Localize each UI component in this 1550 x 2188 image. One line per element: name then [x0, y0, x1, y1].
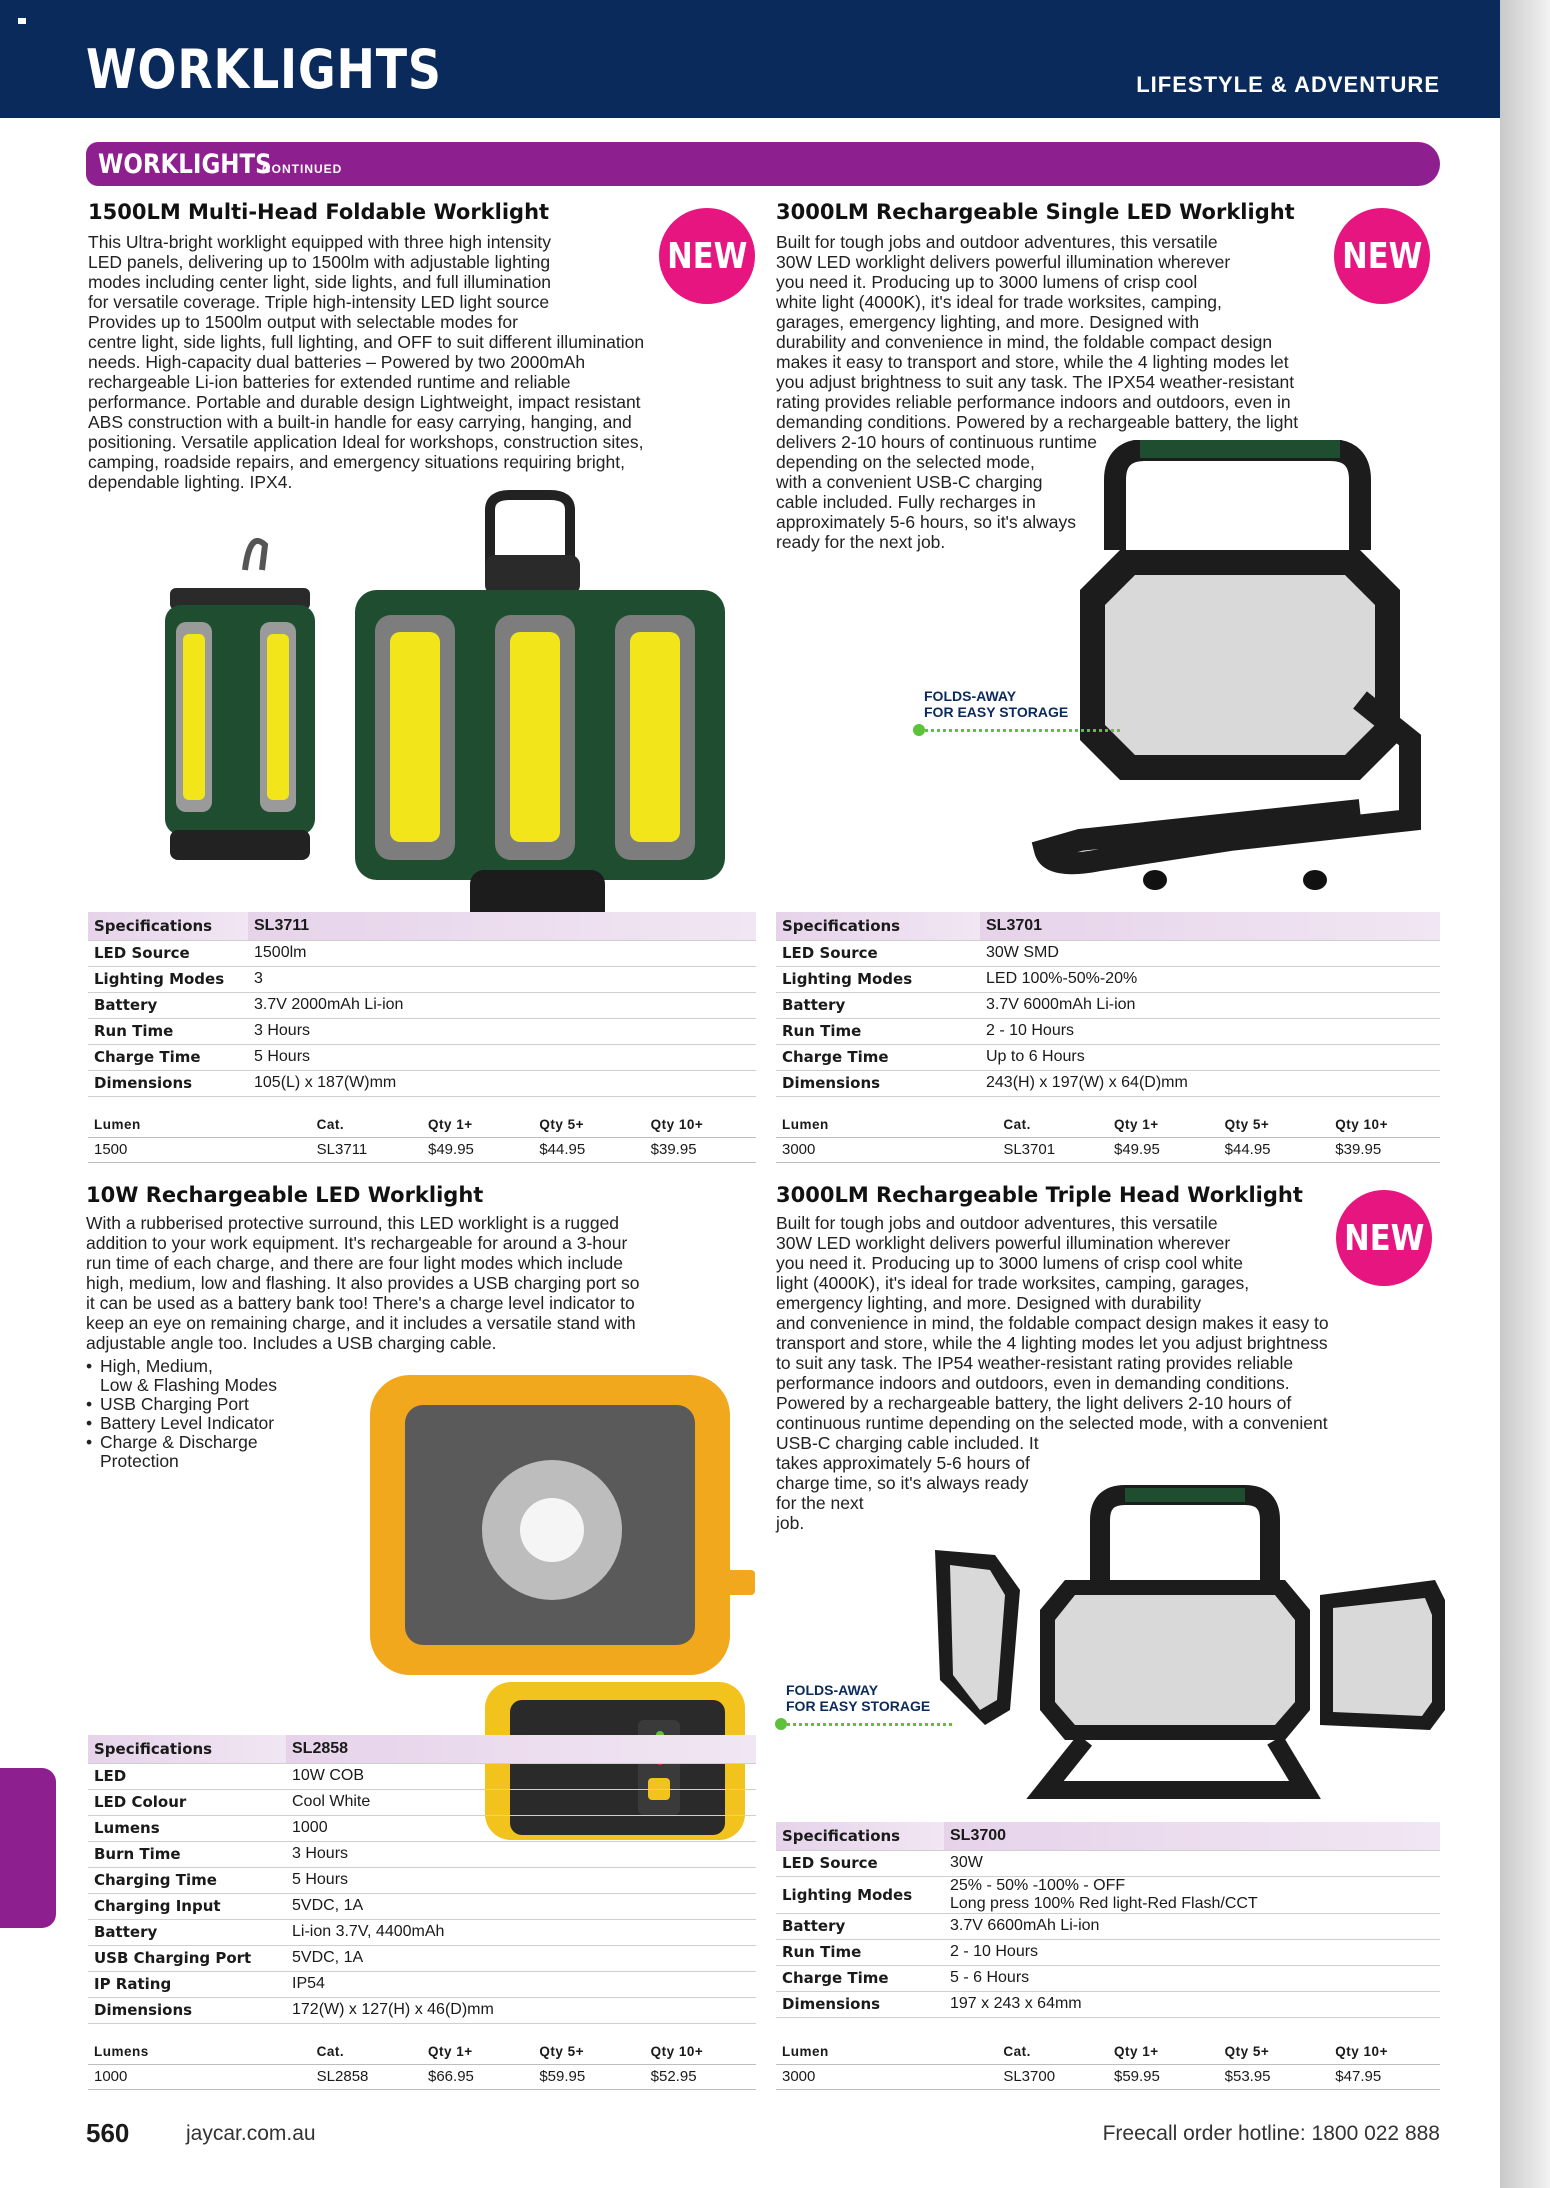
spec-value: 243(H) x 197(W) x 64(D)mm — [980, 1070, 1440, 1096]
spec-key: Dimensions — [776, 1070, 980, 1096]
price-cell: Cat. — [1003, 2043, 1031, 2059]
description-line: white light (4000K), it's ideal for trade worksites, camping, — [776, 292, 1222, 312]
triple-head-light-graphic — [935, 1488, 1445, 1790]
description-line: positioning. Versatile application Ideal for workshops, construction sites, — [88, 432, 644, 452]
spec-key: Charging Input — [88, 1893, 286, 1919]
spec-row — [776, 1850, 1440, 1876]
side-tab — [0, 1768, 56, 1928]
price-cell: $59.95 — [1108, 2064, 1219, 2089]
price-row — [88, 2064, 756, 2089]
spec-key: Run Time — [776, 1939, 944, 1965]
price-cell: SL3711 — [311, 1137, 422, 1162]
description-line: Powered by a rechargeable battery, the light delivers 2-10 hours of — [776, 1393, 1292, 1413]
description-line: cable included. Fully recharges in — [776, 492, 1036, 512]
spec-value: 1000 — [286, 1815, 756, 1841]
spec-value: Up to 6 Hours — [980, 1044, 1440, 1070]
spec-row — [776, 1018, 1440, 1044]
description-line: with a convenient USB-C charging — [776, 472, 1043, 492]
price-header — [88, 1112, 756, 1137]
price-cell: Qty 1+ — [1113, 1116, 1159, 1132]
description-line: charge time, so it's always ready — [776, 1473, 1029, 1493]
price-table — [776, 2039, 1440, 2090]
feature-bullet — [86, 1414, 277, 1433]
spec-row — [88, 1893, 756, 1919]
spec-key: Lighting Modes — [776, 966, 980, 992]
new-badge — [1334, 208, 1430, 304]
spec-value: 5VDC, 1A — [286, 1893, 756, 1919]
description-line: rechargeable Li-ion batteries for extended runtime and reliable — [88, 372, 571, 392]
price-row — [776, 2064, 1440, 2089]
spec-row — [88, 940, 756, 966]
spec-row — [88, 1070, 756, 1096]
front-view-graphic — [370, 1375, 755, 1675]
spec-header-cat: SL3700 — [944, 1822, 1440, 1850]
spec-row — [88, 1867, 756, 1893]
badge-label: NEW — [666, 235, 748, 277]
spec-row — [776, 1876, 1440, 1913]
spec-header-cat: SL3711 — [248, 912, 756, 940]
spec-header-label: Specifications — [88, 1735, 286, 1763]
price-cell: Lumen — [94, 1116, 141, 1132]
banner-subtitle: CONTINUED — [262, 162, 343, 176]
spec-key: LED Source — [776, 1850, 944, 1876]
spec-value: 3 — [248, 966, 756, 992]
price-cell: Qty 5+ — [539, 2043, 584, 2059]
price-cell: $49.95 — [422, 1137, 533, 1162]
spec-value: 5VDC, 1A — [286, 1945, 756, 1971]
spec-key: Dimensions — [88, 1070, 248, 1096]
feature-bullet-line: Protection — [100, 1451, 179, 1471]
spec-key: IP Rating — [88, 1971, 286, 1997]
spec-key: Charge Time — [776, 1044, 980, 1070]
spec-value: 2 - 10 Hours — [980, 1018, 1440, 1044]
sl3701-product-image — [1030, 440, 1440, 920]
description-line: Provides up to 1500lm output with selectable modes for — [88, 312, 518, 332]
open-three-head-graphic — [355, 495, 725, 925]
product-title: 1500LM Multi-Head Foldable Worklight — [88, 200, 550, 224]
product-title: 10W Rechargeable LED Worklight — [86, 1183, 484, 1207]
description-line: USB-C charging cable included. It — [776, 1433, 1039, 1453]
spec-value: 5 Hours — [248, 1044, 756, 1070]
product-title: 3000LM Rechargeable Triple Head Worklight — [776, 1183, 1303, 1207]
spec-value: 2 - 10 Hours — [944, 1939, 1440, 1965]
description-line: 30W LED worklight delivers powerful illumination wherever — [776, 252, 1231, 272]
spec-row — [88, 1789, 756, 1815]
feature-bullet-line: • USB Charging Port — [100, 1394, 249, 1414]
price-cell: Lumens — [94, 2043, 149, 2059]
feature-bullet — [86, 1433, 277, 1471]
spec-table — [88, 912, 756, 1097]
price-cell: Qty 1+ — [1113, 2043, 1159, 2059]
product-title: 3000LM Rechargeable Single LED Worklight — [776, 200, 1295, 224]
price-cell: 3000 — [776, 2064, 997, 2089]
spec-row — [88, 1044, 756, 1070]
price-cell: SL3701 — [997, 1137, 1108, 1162]
description-line: demanding conditions. Powered by a rechargeable battery, the light — [776, 412, 1299, 432]
spec-rows — [776, 1850, 1440, 2017]
price-cell: Lumen — [782, 2043, 829, 2059]
description-line: ready for the next job. — [776, 532, 946, 552]
description-line: emergency lighting, and more. Designed with durability — [776, 1293, 1202, 1313]
spec-value: 30W — [944, 1850, 1440, 1876]
spec-key: Run Time — [88, 1018, 248, 1044]
spec-key: Burn Time — [88, 1841, 286, 1867]
spec-row — [776, 966, 1440, 992]
banner-title: WORKLIGHTS — [98, 149, 272, 180]
description-line: you need it. Producing up to 3000 lumens of crisp cool — [776, 272, 1198, 292]
price-header — [776, 2039, 1440, 2064]
spec-row — [776, 1965, 1440, 1991]
description-line: and convenience in mind, the foldable compact design makes it easy to — [776, 1313, 1329, 1333]
spec-value: 5 - 6 Hours — [944, 1965, 1440, 1991]
description-line: high, medium, low and flashing. It also provides a USB charging port so — [86, 1273, 640, 1293]
spec-value: 25% - 50% -100% - OFF Long press 100% Red light-Red Flash/CCT — [944, 1876, 1440, 1913]
price-cell: Lumen — [782, 1116, 829, 1132]
description-line: addition to your work equipment. It's rechargeable for around a 3-hour — [86, 1233, 628, 1253]
description-line: ABS construction with a built-in handle for easy carrying, hanging, and — [88, 412, 632, 432]
feature-bullet-line: • Battery Level Indicator — [100, 1413, 275, 1433]
spec-value: 197 x 243 x 64mm — [944, 1991, 1440, 2017]
price-cell: $59.95 — [533, 2064, 644, 2089]
spec-key: LED Source — [88, 940, 248, 966]
page-title: WORKLIGHTS — [86, 38, 442, 101]
spec-value: 30W SMD — [980, 940, 1440, 966]
spec-key: Lighting Modes — [88, 966, 248, 992]
description-line: centre light, side lights, full lighting, and OFF to suit different illumination — [88, 332, 645, 352]
section-banner — [86, 142, 1440, 186]
price-row — [88, 1137, 756, 1162]
spec-key: Run Time — [776, 1018, 980, 1044]
callout-line — [787, 1723, 952, 1726]
callout-line-1: FOLDS-AWAY — [786, 1682, 879, 1698]
price-cell: SL3700 — [997, 2064, 1108, 2089]
description-line: you need it. Producing up to 3000 lumens of crisp cool white — [776, 1253, 1243, 1273]
price-cell: Qty 5+ — [1224, 2043, 1270, 2059]
feature-bullet-line: Low & Flashing Modes — [100, 1375, 278, 1395]
price-cell: $66.95 — [422, 2064, 533, 2089]
spec-header-label: Specifications — [776, 912, 980, 940]
description-line: makes it easy to transport and store, while the 4 lighting modes let — [776, 352, 1289, 372]
spec-row — [776, 1044, 1440, 1070]
spec-row — [776, 1991, 1440, 2017]
spec-key: Battery — [88, 1919, 286, 1945]
spec-rows — [88, 940, 756, 1096]
price-cell: $44.95 — [1219, 1137, 1330, 1162]
price-header — [88, 2039, 756, 2064]
spec-key: USB Charging Port — [88, 1945, 286, 1971]
description-line: performance indoors and outdoors, even in demanding conditions. — [776, 1373, 1290, 1393]
description-line: depending on the selected mode, — [776, 452, 1035, 472]
spec-header-cat: SL2858 — [286, 1735, 756, 1763]
spec-rows — [776, 940, 1440, 1096]
spec-key: Battery — [776, 992, 980, 1018]
page-number: 560 — [86, 2118, 130, 2148]
price-header — [776, 1112, 1440, 1137]
spec-row — [88, 1971, 756, 1997]
description-line: rating provides reliable performance indoors and outdoors, even in — [776, 392, 1291, 412]
spec-row — [88, 1919, 756, 1945]
price-cell: Cat. — [316, 2043, 345, 2059]
page-edge — [1500, 0, 1550, 2188]
price-cell: SL2858 — [311, 2064, 422, 2089]
price-cell: $49.95 — [1108, 1137, 1219, 1162]
hotline-text: Freecall order hotline: 1800 022 888 — [1102, 2122, 1440, 2145]
description-line: delivers 2-10 hours of continuous runtime — [776, 432, 1098, 452]
price-cell: Qty 5+ — [1224, 1116, 1270, 1132]
product-description — [86, 1213, 640, 1353]
callout-line-2: FOR EASY STORAGE — [924, 704, 1069, 720]
spec-key: Lumens — [88, 1815, 286, 1841]
price-cell: Qty 5+ — [539, 1116, 584, 1132]
spec-row — [776, 992, 1440, 1018]
spec-table — [88, 1735, 756, 2024]
price-cell: Cat. — [316, 1116, 345, 1132]
spec-key: LED — [88, 1763, 286, 1789]
spec-value: IP54 — [286, 1971, 756, 1997]
spec-key: Charging Time — [88, 1867, 286, 1893]
spec-row — [776, 1913, 1440, 1939]
spec-key: Charge Time — [88, 1044, 248, 1070]
new-badge — [1336, 1190, 1432, 1286]
spec-value: 3.7V 2000mAh Li-ion — [248, 992, 756, 1018]
description-line: for the next — [776, 1493, 864, 1513]
spec-row — [88, 1841, 756, 1867]
price-cell: $39.95 — [645, 1137, 756, 1162]
spec-header-label: Specifications — [88, 912, 248, 940]
feature-bullet-line: • High, Medium, — [100, 1356, 213, 1376]
spec-row — [88, 1815, 756, 1841]
description-line: it can be used as a battery bank too! There's a charge level indicator to — [86, 1293, 635, 1313]
spec-value: 1500lm — [248, 940, 756, 966]
callout-line-2: FOR EASY STORAGE — [786, 1698, 931, 1714]
price-cell: $44.95 — [533, 1137, 644, 1162]
spec-value: 3 Hours — [248, 1018, 756, 1044]
new-badge — [659, 208, 755, 304]
description-line: for versatile coverage. Triple high-intensity LED light source — [88, 292, 550, 312]
spec-key: LED Colour — [88, 1789, 286, 1815]
spec-row — [88, 1763, 756, 1789]
description-line: keep an eye on remaining charge, and it includes a versatile stand with — [86, 1313, 636, 1333]
feature-bullet — [86, 1395, 277, 1414]
description-line: you adjust brightness to suit any task. The IPX54 weather-resistant — [776, 372, 1295, 392]
description-line: light (4000K), it's ideal for trade worksites, camping, garages, — [776, 1273, 1250, 1293]
price-cell: Cat. — [1003, 1116, 1031, 1132]
spec-row — [88, 992, 756, 1018]
spec-row — [776, 1939, 1440, 1965]
spec-row — [88, 1997, 756, 2023]
spec-value: Cool White — [286, 1789, 756, 1815]
price-cell: $39.95 — [1329, 1137, 1440, 1162]
spec-value: LED 100%-50%-20% — [980, 966, 1440, 992]
spec-key: Lighting Modes — [776, 1876, 944, 1913]
spec-value: 5 Hours — [286, 1867, 756, 1893]
feature-bullet — [86, 1357, 277, 1395]
spec-value: 105(L) x 187(W)mm — [248, 1070, 756, 1096]
price-cell: $53.95 — [1219, 2064, 1330, 2089]
callout-line-1: FOLDS-AWAY — [924, 688, 1017, 704]
description-line: durability and convenience in mind, the foldable compact design — [776, 332, 1273, 352]
description-line: Built for tough jobs and outdoor adventures, this versatile — [776, 232, 1218, 252]
folds-away-callout — [786, 1682, 930, 1714]
spec-value: 172(W) x 127(H) x 46(D)mm — [286, 1997, 756, 2023]
price-cell: Qty 10+ — [1335, 2043, 1388, 2059]
description-line: run time of each charge, and there are four light modes which include — [86, 1253, 623, 1273]
folded-lantern-graphic — [165, 541, 315, 860]
callout-line — [925, 729, 1120, 732]
folds-away-callout — [924, 688, 1068, 720]
page-header — [0, 0, 1500, 118]
website-link[interactable]: jaycar.com.au — [186, 2122, 316, 2145]
description-line: performance. Portable and durable design Lightweight, impact resistant — [88, 392, 641, 412]
badge-label: NEW — [1341, 235, 1423, 277]
spec-key: Dimensions — [776, 1991, 944, 2017]
price-cell: 1500 — [88, 1137, 311, 1162]
description-line: continuous runtime depending on the selected mode, with a convenient — [776, 1413, 1328, 1433]
sl3700-product-image — [925, 1480, 1445, 1830]
description-line: transport and store, while the 4 lighting modes let you adjust brightness — [776, 1333, 1328, 1353]
price-cell: 3000 — [776, 1137, 997, 1162]
price-cell: Qty 10+ — [650, 1116, 704, 1132]
spec-key: Battery — [88, 992, 248, 1018]
price-cell: Qty 10+ — [1335, 1116, 1388, 1132]
single-head-light-graphic — [1045, 440, 1410, 890]
description-line: approximately 5-6 hours, so it's always — [776, 512, 1076, 532]
spec-value: 3 Hours — [286, 1841, 756, 1867]
spec-header-label: Specifications — [776, 1822, 944, 1850]
section-label: LIFESTYLE & ADVENTURE — [1136, 72, 1440, 97]
price-cell: Qty 1+ — [428, 2043, 473, 2059]
feature-bullet-line: • Charge & Discharge — [100, 1432, 258, 1452]
spec-table — [776, 1822, 1440, 2018]
price-cell: Qty 1+ — [428, 1116, 473, 1132]
spec-key: Charge Time — [776, 1965, 944, 1991]
spec-table — [776, 912, 1440, 1097]
price-table — [776, 1112, 1440, 1163]
spec-value: 3.7V 6600mAh Li-ion — [944, 1913, 1440, 1939]
spec-header-cat: SL3701 — [980, 912, 1440, 940]
spec-row — [88, 966, 756, 992]
callout-dot — [775, 1718, 787, 1730]
description-line: With a rubberised protective surround, this LED worklight is a rugged — [86, 1213, 620, 1233]
spec-row — [88, 1945, 756, 1971]
callout-dot — [913, 724, 925, 736]
spec-row — [776, 940, 1440, 966]
description-line: needs. High-capacity dual batteries – Powered by two 2000mAh — [88, 352, 586, 372]
spec-value: 10W COB — [286, 1763, 756, 1789]
description-line: Built for tough jobs and outdoor adventures, this versatile — [776, 1213, 1218, 1233]
spec-row — [88, 1018, 756, 1044]
price-table — [88, 1112, 756, 1163]
description-line: LED panels, delivering up to 1500lm with adjustable lighting — [88, 252, 551, 272]
description-line: 30W LED worklight delivers powerful illumination wherever — [776, 1233, 1231, 1253]
price-cell: $47.95 — [1329, 2064, 1440, 2089]
badge-label: NEW — [1343, 1217, 1425, 1259]
description-line: modes including center light, side lights, and full illumination — [88, 272, 552, 292]
description-line: This Ultra-bright worklight equipped with three high intensity — [88, 232, 552, 252]
feature-list — [86, 1357, 277, 1471]
price-cell: 1000 — [88, 2064, 311, 2089]
price-cell: $52.95 — [645, 2064, 756, 2089]
description-line: adjustable angle too. Includes a USB charging cable. — [86, 1333, 497, 1353]
description-line: dependable lighting. IPX4. — [88, 472, 293, 492]
sl3711-product-image — [150, 490, 750, 960]
description-line: garages, emergency lighting, and more. Designed with — [776, 312, 1200, 332]
menu-icon[interactable] — [18, 18, 26, 24]
spec-key: LED Source — [776, 940, 980, 966]
price-row — [776, 1137, 1440, 1162]
price-table — [88, 2039, 756, 2090]
description-line: job. — [776, 1513, 805, 1533]
product-description — [88, 232, 644, 492]
spec-value: 3.7V 6000mAh Li-ion — [980, 992, 1440, 1018]
description-line: takes approximately 5-6 hours of — [776, 1453, 1030, 1473]
spec-rows — [88, 1763, 756, 2023]
spec-key: Dimensions — [88, 1997, 286, 2023]
spec-key: Battery — [776, 1913, 944, 1939]
spec-value: Li-ion 3.7V, 4400mAh — [286, 1919, 756, 1945]
spec-row — [776, 1070, 1440, 1096]
price-cell: Qty 10+ — [650, 2043, 704, 2059]
description-line: camping, roadside repairs, and emergency situations requiring bright, — [88, 452, 625, 472]
description-line: to suit any task. The IP54 weather-resistant rating provides reliable — [776, 1353, 1294, 1373]
